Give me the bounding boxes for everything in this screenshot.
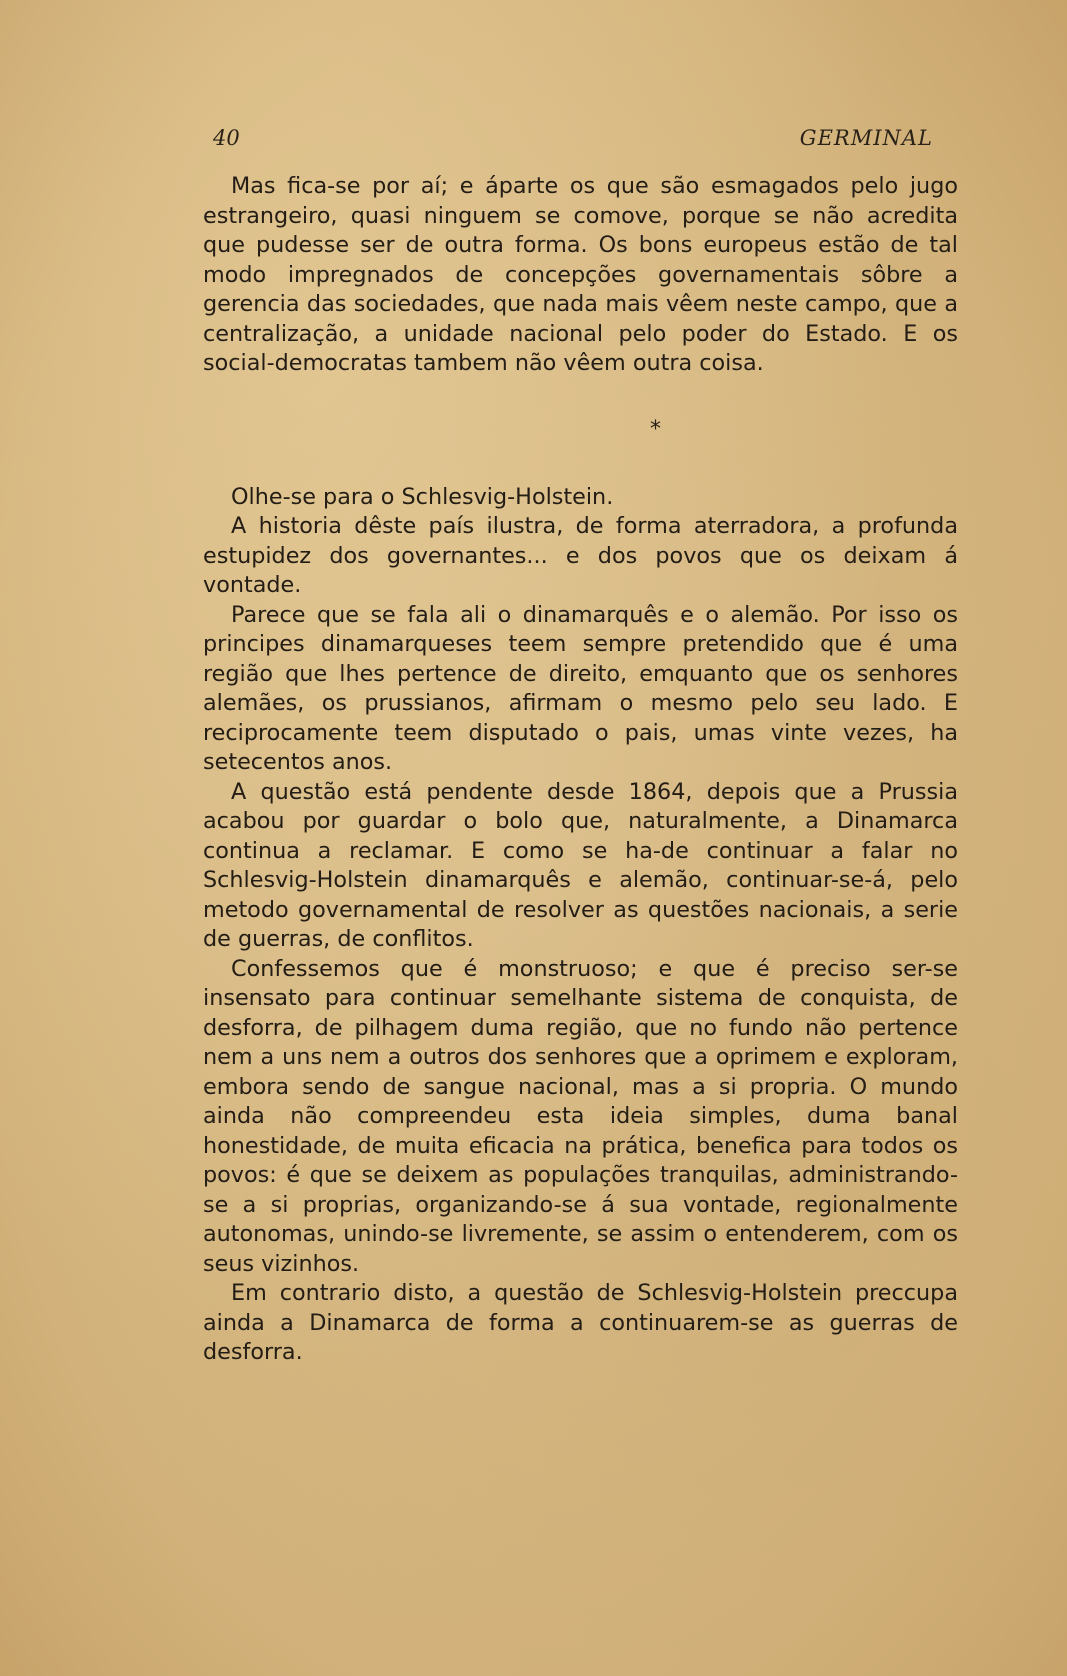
paragraph: Olhe-se para o Schlesvig-Holstein.: [231, 483, 614, 510]
body-text: [203, 172, 958, 1368]
running-title: GERMINAL: [799, 126, 933, 150]
paragraph: Parece que se fala ali o dinamarquês e o alemão. Por isso os principes dinamarqueses teem sempre pretendido que é uma região que lhes pertence de direito, emquanto que os senhores alemães, os prussianos, afirmam o mesmo pelo seu lado. E reciprocamente teem disputado o pais, umas vinte vezes, ha setecentos anos.: [203, 601, 958, 775]
section-separator: *: [650, 416, 661, 442]
page-number: 40: [213, 126, 240, 150]
paragraph: Confessemos que é monstruoso; e que é preciso ser-se insensato para continuar semelhante sistema de conquista, de desforra, de pilhagem duma região, que no fundo não pertence nem a uns nem a outros dos senhores que a oprimem e exploram, embora sendo de sangue nacional, mas a si propria. O mundo ainda não compreendeu esta ideia simples, duma banal honestidade, de muita eficacia na prática, benefica para todos os povos: é que se deixem as populações tranquilas, administrando-se a si proprias, organizando-se á sua vontade, regionalmente autonomas, unindo-se livremente, se assim o entenderem, com os seus vizinhos.: [203, 955, 958, 1277]
page-header: [213, 126, 933, 156]
paragraph: Mas fica-se por aí; e áparte os que são esmagados pelo jugo estrangeiro, quasi ninguem se comove, porque se não acredita que pudesse ser de outra forma. Os bons europeus estão de tal modo impregnados de concepções governamentais sôbre a gerencia das sociedades, que nada mais vêem neste campo, que a centralização, a unidade nacional pelo poder do Estado. E os social-democratas tambem não vêem outra coisa.: [203, 173, 958, 376]
paragraph: A questão está pendente desde 1864, depois que a Prussia acabou por guardar o bolo que, naturalmente, a Dinamarca continua a reclamar. E como se ha-de continuar a falar no Schlesvig-Holstein dinamarquês e alemão, continuar-se-á, pelo metodo governamental de resolver as questões nacionais, a serie de guerras, de conflitos.: [203, 778, 958, 952]
paragraph: A historia dêste país ilustra, de forma aterradora, a profunda estupidez dos governantes... e dos povos que os deixam á vontade.: [203, 513, 958, 598]
paragraph: Em contrario disto, a questão de Schlesvig-Holstein preccupa ainda a Dinamarca de forma a continuarem-se as guerras de desforra.: [203, 1280, 958, 1365]
